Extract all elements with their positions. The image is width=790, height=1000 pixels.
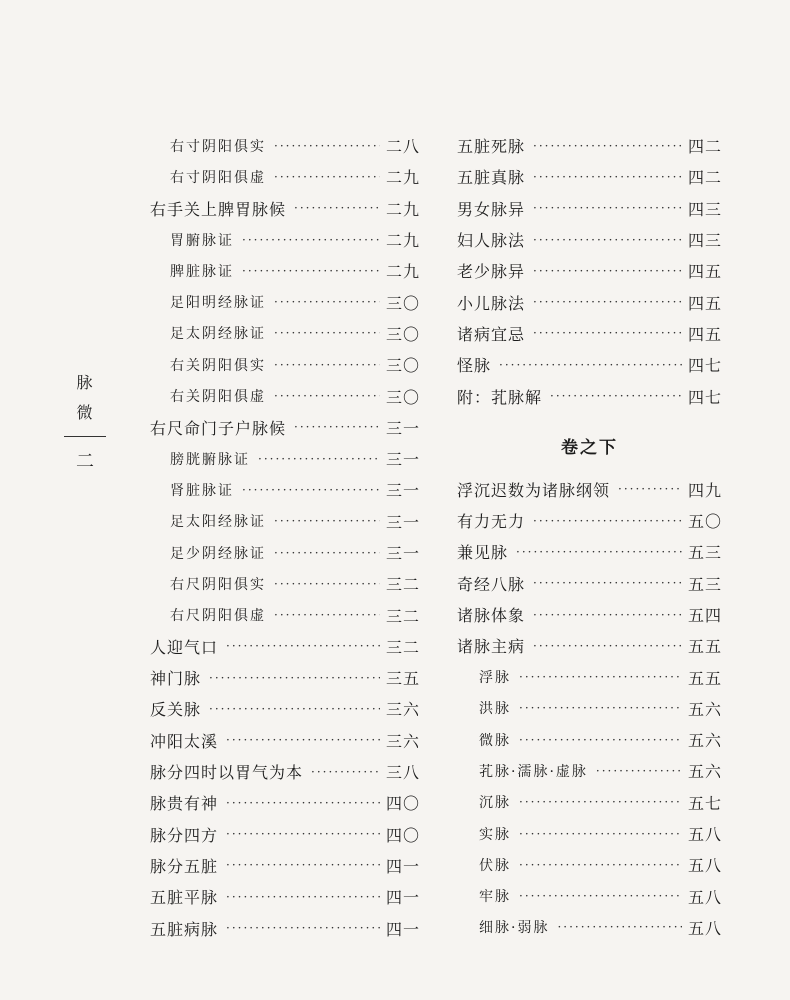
toc-entry[interactable] (150, 756, 420, 787)
toc-entry-title: 五脏真脉 (457, 168, 526, 188)
toc-entry-page: 二九 (385, 168, 420, 188)
toc-entry-title: 五脏死脉 (457, 137, 526, 157)
toc-entry[interactable] (150, 318, 420, 349)
toc-entry-title: 脾脏脉证 (170, 263, 234, 280)
leader-dots (618, 482, 682, 496)
toc-entry-page: 三五 (385, 669, 420, 689)
toc-entry[interactable] (457, 787, 722, 818)
leader-dots (226, 921, 380, 935)
toc-entry[interactable] (150, 286, 420, 317)
leader-dots (557, 920, 682, 934)
leader-dots (242, 264, 380, 278)
toc-entry[interactable] (150, 662, 420, 693)
toc-entry[interactable] (150, 255, 420, 286)
toc-entry-page: 五五 (687, 637, 722, 657)
leader-dots (533, 514, 682, 528)
toc-entry-title: 右尺阴阳俱虚 (170, 608, 266, 625)
toc-entry-page: 五八 (687, 825, 722, 845)
toc-entry-page: 三一 (385, 450, 420, 470)
toc-entry-title: 实脉 (479, 826, 511, 843)
toc-entry-title: 附：芤脉解 (457, 387, 543, 407)
toc-entry-page: 五八 (687, 856, 722, 876)
toc-entry-title: 有力无力 (457, 512, 526, 532)
toc-entry[interactable] (150, 443, 420, 474)
toc-entry[interactable] (457, 505, 722, 536)
leader-dots (311, 765, 380, 779)
leader-dots (533, 170, 682, 184)
toc-entry-title: 洪脉 (479, 701, 511, 718)
toc-entry[interactable] (457, 286, 722, 317)
toc-entry[interactable] (150, 912, 420, 943)
toc-entry-title: 胃腑脉证 (170, 232, 234, 249)
leader-dots (596, 764, 682, 778)
toc-entry[interactable] (457, 630, 722, 661)
toc-entry-title: 膀胱腑脉证 (170, 451, 250, 468)
toc-right-column (457, 130, 722, 943)
leader-dots (519, 701, 682, 715)
toc-entry-page: 五八 (687, 918, 722, 938)
side-divider (64, 436, 106, 437)
toc-entry-page: 三六 (385, 700, 420, 720)
toc-entry-page: 三二 (385, 637, 420, 657)
toc-entry-page: 五三 (687, 543, 722, 563)
toc-entry[interactable] (150, 161, 420, 192)
toc-entry[interactable] (150, 506, 420, 537)
toc-entry[interactable] (457, 912, 722, 943)
leader-dots (533, 639, 682, 653)
toc-entry-page: 二九 (385, 231, 420, 251)
toc-entry[interactable] (457, 161, 722, 192)
toc-entry[interactable] (457, 474, 722, 505)
toc-entry-title: 肾脏脉证 (170, 482, 234, 499)
leader-dots (533, 233, 682, 247)
toc-entry[interactable] (457, 130, 722, 161)
toc-entry-page: 三〇 (385, 356, 420, 376)
toc-entry-title: 脉分四时以胃气为本 (150, 763, 304, 783)
toc-entry-page: 四三 (687, 199, 722, 219)
toc-entry-title: 脉贵有神 (150, 794, 219, 814)
side-running-title (62, 368, 108, 473)
toc-entry-page: 二九 (385, 199, 420, 219)
toc-entry-title: 伏脉 (479, 857, 511, 874)
toc-entry-page: 三八 (385, 763, 420, 783)
toc-entry[interactable] (457, 536, 722, 567)
toc-entry-page: 三〇 (385, 293, 420, 313)
leader-dots (519, 670, 682, 684)
toc-entry-page: 四二 (687, 168, 722, 188)
toc-entry-title: 右手关上脾胃脉候 (150, 199, 287, 219)
toc-entry-title: 小儿脉法 (457, 293, 526, 313)
toc-entry-title: 芤脉·濡脉·虚脉 (479, 763, 588, 780)
toc-entry[interactable] (150, 412, 420, 443)
leader-dots (294, 420, 380, 434)
toc-entry-title: 足太阴经脉证 (170, 326, 266, 343)
toc-entry[interactable] (457, 755, 722, 786)
toc-entry-page: 五五 (687, 668, 722, 688)
toc-entry-title: 冲阳太溪 (150, 731, 219, 751)
leader-dots (226, 827, 380, 841)
toc-entry-title: 神门脉 (150, 669, 202, 689)
leader-dots (274, 389, 380, 403)
toc-entry-title: 浮脉 (479, 670, 511, 687)
leader-dots (242, 233, 380, 247)
toc-entry-page: 四三 (687, 231, 722, 251)
toc-left-column (150, 130, 420, 944)
toc-entry[interactable] (150, 850, 420, 881)
toc-entry[interactable] (457, 693, 722, 724)
toc-entry-title: 男女脉异 (457, 199, 526, 219)
toc-entry[interactable] (457, 599, 722, 630)
toc-entry[interactable] (150, 130, 420, 161)
toc-entry-page: 四〇 (385, 794, 420, 814)
toc-entry-title: 右关阴阳俱实 (170, 357, 266, 374)
leader-dots (519, 889, 682, 903)
leader-dots (274, 608, 380, 622)
leader-dots (274, 295, 380, 309)
toc-entry-page: 四五 (687, 262, 722, 282)
toc-entry-title: 右关阴阳俱虚 (170, 389, 266, 406)
leader-dots (226, 890, 380, 904)
toc-entry-page: 四一 (385, 856, 420, 876)
toc-entry[interactable] (150, 599, 420, 630)
toc-entry-page: 四七 (687, 356, 722, 376)
toc-entry-title: 右尺阴阳俱实 (170, 576, 266, 593)
toc-entry-page: 四九 (687, 480, 722, 500)
toc-entry-page: 五六 (687, 762, 722, 782)
toc-entry-page: 三一 (385, 512, 420, 532)
toc-entry-page: 三〇 (385, 387, 420, 407)
toc-entry-page: 五三 (687, 574, 722, 594)
toc-entry-page: 三二 (385, 606, 420, 626)
leader-dots (274, 326, 380, 340)
toc-entry-page: 五四 (687, 606, 722, 625)
leader-dots (226, 858, 380, 872)
toc-entry[interactable] (457, 881, 722, 912)
toc-entry-title: 右尺命门子户脉候 (150, 418, 287, 438)
toc-entry-page: 五八 (687, 887, 722, 907)
leader-dots (274, 514, 380, 528)
toc-entry-title: 怪脉 (457, 356, 492, 376)
leader-dots (519, 858, 682, 872)
section-heading: 卷之下 (561, 438, 618, 459)
toc-entry[interactable] (457, 255, 722, 286)
toc-entry-title: 老少脉异 (457, 262, 526, 282)
leader-dots (533, 576, 682, 590)
leader-dots (519, 733, 682, 747)
leader-dots (209, 671, 380, 685)
toc-entry[interactable] (150, 819, 420, 850)
leader-dots (274, 358, 380, 372)
toc-entry-page: 三六 (385, 731, 420, 751)
toc-entry[interactable] (150, 380, 420, 411)
toc-entry-title: 微脉 (479, 732, 511, 749)
toc-entry-page: 四五 (687, 324, 722, 344)
toc-entry[interactable] (150, 224, 420, 255)
leader-dots (294, 201, 380, 215)
toc-entry-title: 人迎气口 (150, 637, 219, 657)
leader-dots (226, 639, 380, 653)
leader-dots (274, 139, 380, 153)
toc-entry[interactable] (150, 631, 420, 662)
toc-entry[interactable] (457, 849, 722, 880)
toc-entry[interactable] (457, 661, 722, 692)
toc-entry-page: 五七 (687, 793, 722, 813)
toc-entry-page: 四七 (687, 387, 722, 407)
toc-right-bottom (457, 474, 722, 943)
toc-entry-title: 脉分五脏 (150, 856, 219, 876)
toc-entry-page: 四一 (385, 888, 420, 908)
toc-entry[interactable] (457, 193, 722, 224)
toc-entry-page: 三一 (385, 418, 420, 438)
leader-dots (274, 577, 380, 591)
toc-entry[interactable] (457, 349, 722, 380)
toc-entry-title: 诸病宜忌 (457, 324, 526, 344)
toc-entry-title: 奇经八脉 (457, 574, 526, 594)
toc-entry-page: 三二 (385, 575, 420, 595)
toc-entry-page: 五〇 (687, 512, 722, 532)
leader-dots (533, 295, 682, 309)
leader-dots (274, 546, 380, 560)
toc-entry-title: 细脉·弱脉 (479, 920, 550, 937)
leader-dots (533, 326, 682, 340)
toc-entry[interactable] (150, 537, 420, 568)
toc-entry[interactable] (150, 474, 420, 505)
toc-entry-page: 四〇 (385, 825, 420, 845)
toc-entry-title: 右寸阴阳俱虚 (170, 169, 266, 186)
leader-dots (519, 795, 682, 809)
toc-entry[interactable] (150, 787, 420, 818)
toc-entry-page: 四五 (687, 293, 722, 313)
toc-entry-title: 足太阳经脉证 (170, 514, 266, 531)
leader-dots (516, 545, 682, 559)
toc-entry-title: 兼见脉 (457, 543, 509, 563)
side-title-char: 微 (76, 403, 94, 422)
toc-entry-title: 浮沉迟数为诸脉纲领 (457, 480, 611, 500)
toc-entry-page: 三一 (385, 481, 420, 501)
leader-dots (242, 483, 380, 497)
toc-entry[interactable] (457, 818, 722, 849)
toc-entry[interactable] (457, 318, 722, 349)
toc-entry-title: 五脏平脉 (150, 888, 219, 908)
toc-entry[interactable] (150, 881, 420, 912)
toc-entry-title: 沉脉 (479, 795, 511, 812)
toc-entry[interactable] (150, 568, 420, 599)
leader-dots (533, 264, 682, 278)
toc-entry-page: 三一 (385, 544, 420, 563)
toc-entry-title: 足阳明经脉证 (170, 295, 266, 312)
toc-entry[interactable] (457, 224, 722, 255)
leader-dots (258, 452, 380, 466)
side-page-number: 二 (76, 451, 94, 472)
toc-entry-page: 五六 (687, 731, 722, 751)
leader-dots (550, 389, 682, 403)
toc-entry[interactable] (457, 724, 722, 755)
toc-entry[interactable] (150, 349, 420, 380)
toc-entry-title: 脉分四方 (150, 825, 219, 845)
toc-entry[interactable] (150, 193, 420, 224)
toc-entry-title: 足少阴经脉证 (170, 545, 266, 562)
leader-dots (499, 358, 682, 372)
toc-entry[interactable] (150, 725, 420, 756)
toc-entry-title: 右寸阴阳俱实 (170, 138, 266, 155)
toc-entry[interactable] (150, 693, 420, 724)
leader-dots (533, 139, 682, 153)
toc-entry-page: 二九 (385, 262, 420, 282)
toc-entry-title: 五脏病脉 (150, 919, 219, 939)
leader-dots (209, 702, 380, 716)
toc-entry-page: 三〇 (385, 324, 420, 344)
toc-entry-title: 妇人脉法 (457, 231, 526, 251)
toc-entry[interactable] (457, 380, 722, 411)
toc-entry-page: 四一 (385, 919, 420, 939)
toc-entry-page: 二八 (385, 137, 420, 157)
toc-entry-title: 反关脉 (150, 700, 202, 720)
toc-entry-page: 五六 (687, 699, 722, 719)
leader-dots (519, 827, 682, 841)
leader-dots (274, 170, 380, 184)
toc-entry-title: 诸脉主病 (457, 637, 526, 657)
section-heading-row (457, 426, 722, 466)
toc-right-top (457, 130, 722, 412)
toc-entry-title: 诸脉体象 (457, 606, 526, 625)
leader-dots (226, 733, 380, 747)
side-title-char: 脉 (76, 373, 94, 392)
leader-dots (533, 608, 682, 622)
leader-dots (533, 201, 682, 215)
toc-entry-page: 四二 (687, 137, 722, 157)
leader-dots (226, 796, 380, 810)
toc-entry-title: 牢脉 (479, 889, 511, 906)
toc-entry[interactable] (457, 568, 722, 599)
